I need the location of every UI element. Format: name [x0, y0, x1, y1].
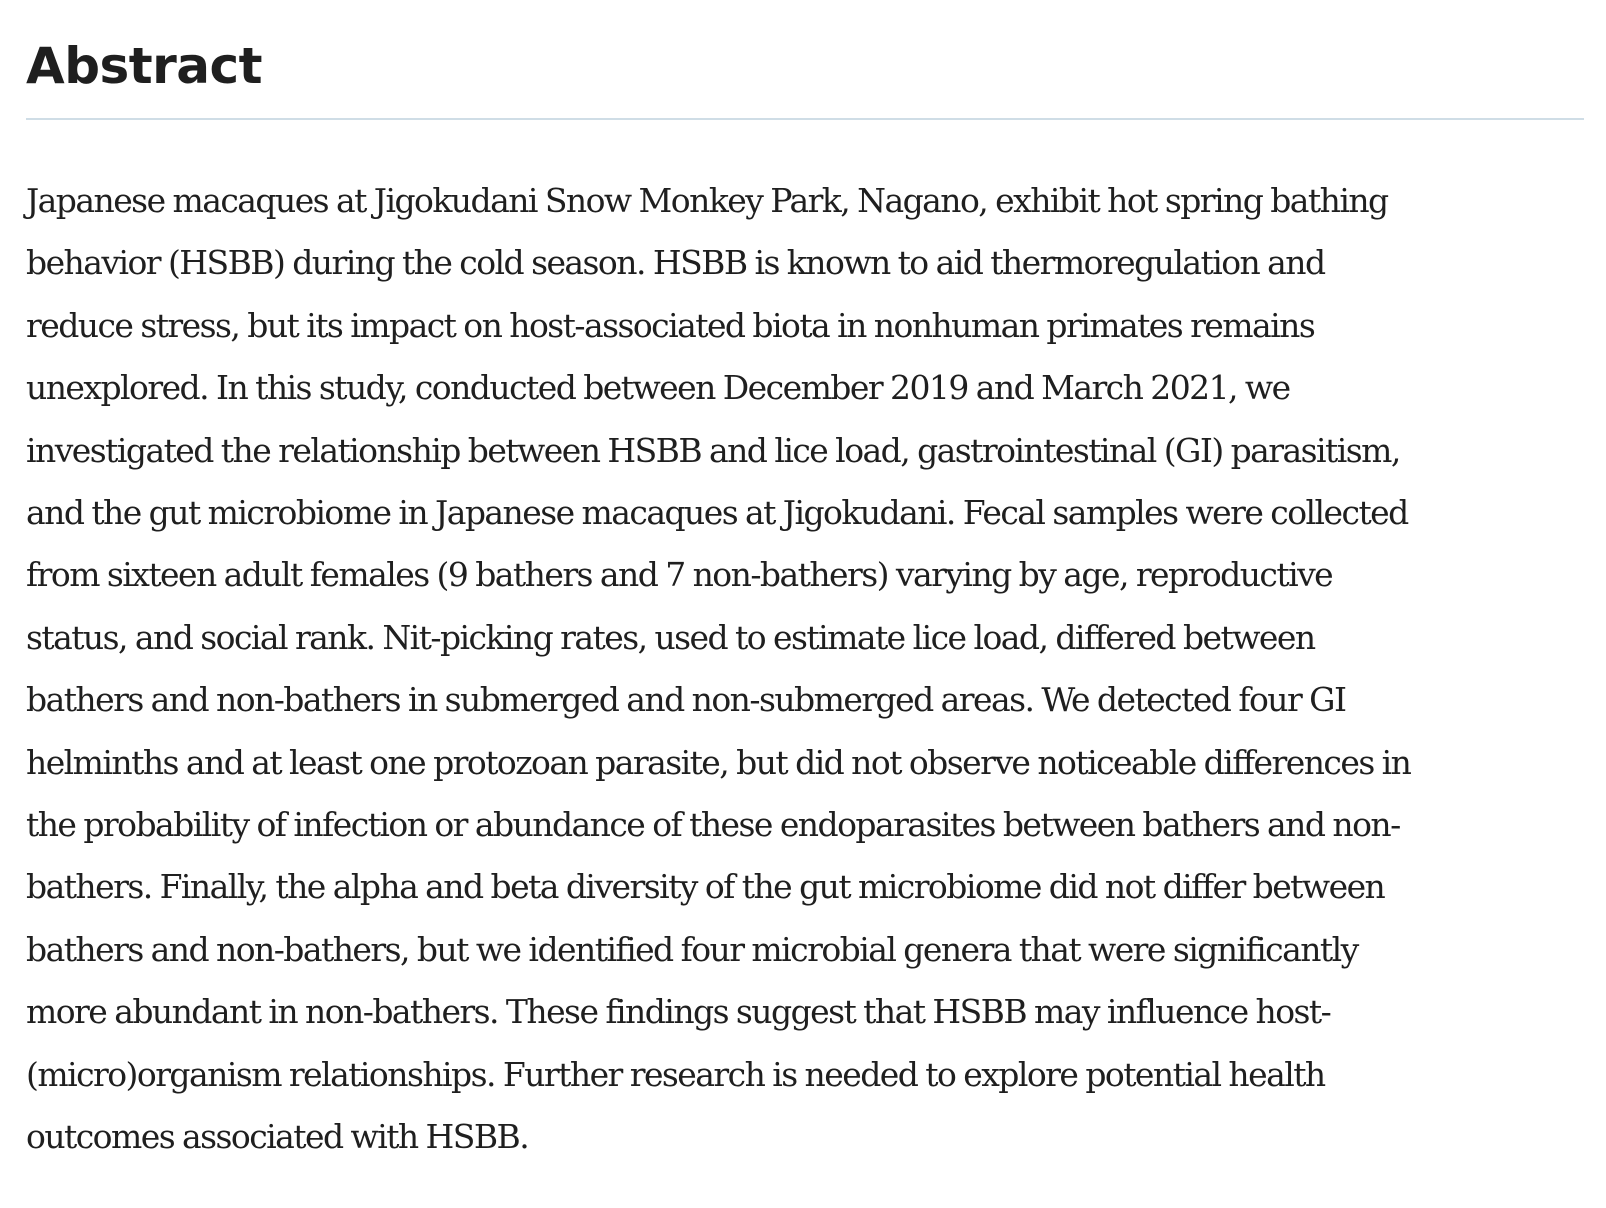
abstract-line: more abundant in non-bathers. These findings suggest that HSBB may influence host-	[26, 992, 1331, 1032]
abstract-line: status, and social rank. Nit-picking rates, used to estimate lice load, differed between	[26, 617, 1315, 657]
abstract-line: reduce stress, but its impact on host-associated biota in nonhuman primates remains	[26, 305, 1315, 345]
abstract-line: and the gut microbiome in Japanese macaques at Jigokudani. Fecal samples were collected	[26, 493, 1408, 533]
abstract-line: bathers and non-bathers in submerged and non-submerged areas. We detected four GI	[26, 680, 1346, 720]
abstract-line: bathers. Finally, the alpha and beta diversity of the gut microbiome did not differ between	[26, 867, 1385, 907]
abstract-paragraph	[26, 170, 1586, 1169]
abstract-line: investigated the relationship between HSBB and lice load, gastrointestinal (GI) parasitism,	[26, 430, 1400, 470]
abstract-line: helminths and at least one protozoan parasite, but did not observe noticeable differences in	[26, 742, 1411, 782]
abstract-line: unexplored. In this study, conducted between December 2019 and March 2021, we	[26, 368, 1290, 408]
abstract-line: bathers and non-bathers, but we identified four microbial genera that were significantly	[26, 929, 1358, 969]
heading-divider	[26, 118, 1584, 120]
abstract-line: Japanese macaques at Jigokudani Snow Monkey Park, Nagano, exhibit hot spring bathing	[26, 181, 1388, 220]
abstract-line: the probability of infection or abundance of these endoparasites between bathers and non-	[26, 805, 1400, 845]
abstract-line: (micro)organism relationships. Further research is needed to explore potential health	[26, 1054, 1325, 1094]
abstract-line: outcomes associated with HSBB.	[26, 1117, 529, 1157]
abstract-line: behavior (HSBB) during the cold season. HSBB is known to aid thermoregulation and	[26, 243, 1325, 283]
abstract-line: from sixteen adult females (9 bathers and 7 non-bathers) varying by age, reproductive	[26, 555, 1333, 595]
abstract-section	[26, 0, 1586, 1169]
section-heading: Abstract	[26, 37, 263, 95]
